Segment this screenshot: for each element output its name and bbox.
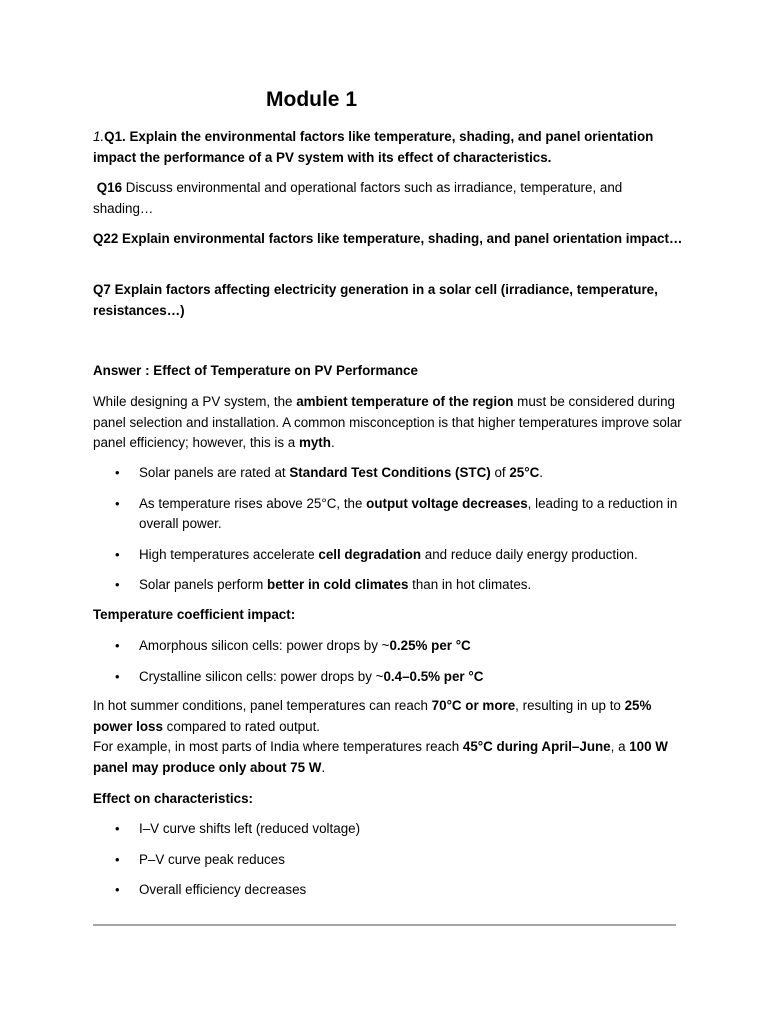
- bullet-icon: •: [115, 495, 120, 511]
- q7-text: Q7 Explain factors affecting electricity generation in a solar cell (irradiance, temperature, resistances…): [93, 282, 658, 318]
- bullet-icon: •: [115, 577, 120, 592]
- bullet-text: Overall efficiency decreases: [139, 882, 307, 897]
- question-q16: [93, 178, 683, 219]
- q1-text: Q1. Explain the environmental factors like temperature, shading, and panel orientation impact the performance of a PV system with its effect of characteristics.: [93, 129, 654, 165]
- bullet-icon: •: [115, 638, 120, 653]
- bullet-bold: 0.4–0.5% per °C: [383, 668, 484, 684]
- intro-paragraph: [93, 392, 683, 454]
- bullet-icon: •: [115, 668, 120, 684]
- bullet-icon: •: [115, 465, 120, 480]
- hot-t3: compared to rated output.: [162, 718, 321, 734]
- answer-heading: Answer : Effect of Temperature on PV Performance: [93, 363, 418, 378]
- bullet-bold: cell degradation: [318, 546, 422, 562]
- bullet-text: .: [539, 465, 543, 480]
- list-item: [93, 494, 683, 535]
- list-item: [93, 819, 683, 840]
- intro-t2: must be considered during panel selection and installation. A common misconception is that higher temperatures improve solar panel efficiency; however, this is a: [93, 394, 682, 450]
- page-title: Module 1: [266, 88, 358, 111]
- hot-t2: , resulting in up to: [515, 698, 625, 713]
- bullet-text: P–V curve peak reduces: [139, 851, 285, 867]
- question-q1: [93, 127, 683, 168]
- bullet-text: of: [490, 465, 510, 480]
- effect-heading-block: [93, 789, 683, 810]
- bullet-text: High temperatures accelerate: [139, 546, 319, 562]
- intro-b1: ambient temperature of the region: [296, 394, 514, 409]
- list-item: [93, 880, 683, 901]
- answer-heading-block: [93, 361, 683, 382]
- hot-t5: , a: [610, 739, 630, 754]
- bullet-text: Amorphous silicon cells: power drops by ~: [139, 638, 390, 653]
- hot-b3: 45°C during April–June: [462, 739, 611, 754]
- effect-heading: Effect on characteristics:: [93, 791, 254, 806]
- hot-t6: .: [321, 759, 326, 775]
- hot-b4: 100 W panel may produce only about 75 W: [93, 739, 668, 775]
- bullet-bold: Standard Test Conditions (STC): [289, 465, 491, 480]
- intro-t3: .: [330, 435, 335, 450]
- bullet-bold: 0.25% per °C: [389, 638, 471, 653]
- list-item: [93, 575, 683, 596]
- hot-b2: 25% power loss: [93, 698, 652, 734]
- bullet-text: As temperature rises above 25°C, the: [139, 495, 367, 511]
- bullet-list-coefficient: [93, 636, 683, 687]
- bullet-icon: •: [115, 882, 120, 897]
- coeff-heading-block: [93, 605, 683, 626]
- question-q7: [93, 280, 683, 321]
- bullet-text: , leading to a reduction in overall power.: [139, 495, 678, 531]
- hot-t4: For example, in most parts of India where temperatures reach: [93, 739, 463, 754]
- bullet-bold: better in cold climates: [267, 577, 409, 592]
- bullet-icon: •: [115, 546, 120, 562]
- bullet-text: than in hot climates.: [408, 577, 532, 592]
- q16-label: Q16: [96, 180, 123, 195]
- hot-conditions-paragraph: [93, 696, 683, 778]
- bullet-icon: •: [115, 821, 120, 836]
- q22-text: Q22 Explain environmental factors like temperature, shading, and panel orientation impact…: [93, 231, 683, 246]
- bullet-list-temperature: [93, 463, 683, 596]
- bullet-text: I–V curve shifts left (reduced voltage): [139, 821, 361, 836]
- list-item: [93, 545, 683, 566]
- coeff-heading: Temperature coefficient impact:: [93, 607, 296, 622]
- bullet-list-characteristics: [93, 819, 683, 901]
- q16-text: Discuss environmental and operational factors such as irradiance, temperature, and shading…: [93, 180, 623, 216]
- bullet-bold: 25°C: [509, 465, 540, 480]
- intro-t1: While designing a PV system, the: [93, 394, 297, 409]
- bullet-text: Solar panels are rated at: [139, 465, 290, 480]
- list-item: [93, 667, 683, 688]
- q1-number: 1.: [93, 129, 105, 144]
- divider: [93, 924, 676, 926]
- bullet-text: Solar panels perform: [139, 577, 268, 592]
- question-q22: [93, 229, 683, 250]
- list-item: [93, 636, 683, 657]
- hot-t1: In hot summer conditions, panel temperatures can reach: [93, 698, 432, 713]
- bullet-text: Crystalline silicon cells: power drops by ~: [139, 668, 384, 684]
- bullet-icon: •: [115, 851, 120, 867]
- intro-b2: myth: [298, 435, 331, 450]
- bullet-bold: output voltage decreases: [366, 495, 528, 511]
- hot-b1: 70°C or more: [431, 698, 516, 713]
- bullet-text: and reduce daily energy production.: [421, 546, 638, 562]
- list-item: [93, 850, 683, 871]
- list-item: [93, 463, 683, 484]
